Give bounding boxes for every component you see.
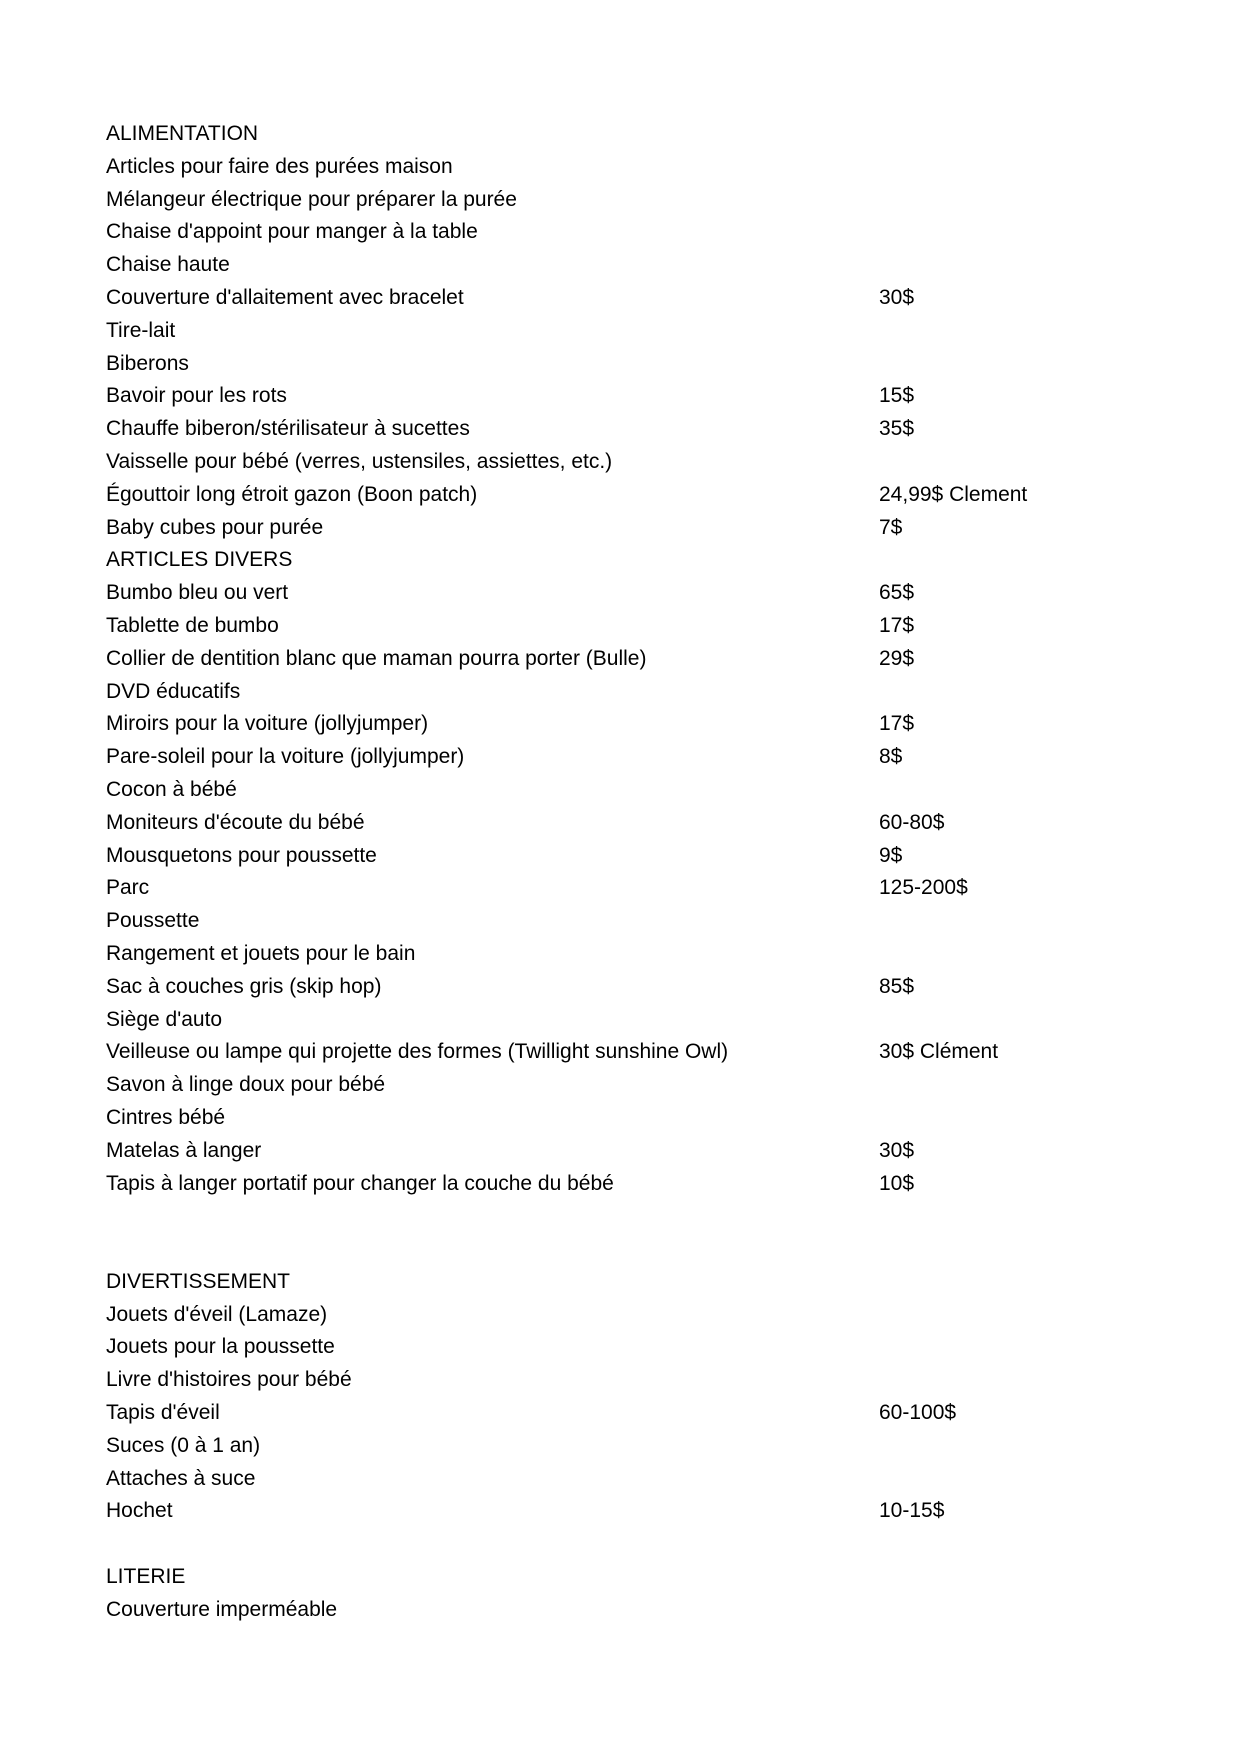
item-row [106, 1004, 1241, 1037]
item-row [106, 1463, 1241, 1496]
item-label: Miroirs pour la voiture (jollyjumper) [106, 712, 429, 736]
item-label: DVD éducatifs [106, 679, 241, 703]
item-row [106, 1594, 1241, 1627]
item-label: Siège d'auto [106, 1007, 223, 1031]
item-row [106, 1135, 1241, 1168]
item-price: 29$ [879, 646, 915, 670]
item-row [106, 1495, 1241, 1528]
item-price: 85$ [879, 974, 915, 998]
item-row [106, 741, 1241, 774]
item-label: Mélangeur électrique pour préparer la purée [106, 187, 517, 211]
item-row [106, 807, 1241, 840]
item-price: 60-100$ [879, 1401, 957, 1425]
item-label: Veilleuse ou lampe qui projette des formes (Twillight sunshine Owl) [106, 1040, 729, 1064]
item-label: Collier de dentition blanc que maman pourra porter (Bulle) [106, 646, 647, 670]
item-price: 17$ [879, 712, 915, 736]
item-row [106, 1299, 1241, 1332]
item-row [106, 610, 1241, 643]
item-row [106, 774, 1241, 807]
item-label: Tablette de bumbo [106, 613, 279, 637]
item-label: Couverture imperméable [106, 1597, 338, 1621]
item-label: Rangement et jouets pour le bain [106, 941, 416, 965]
item-label: Suces (0 à 1 an) [106, 1433, 261, 1457]
item-price: 9$ [879, 843, 903, 867]
item-row [106, 708, 1241, 741]
item-row [106, 1397, 1241, 1430]
item-price: 30$ Clément [879, 1040, 999, 1064]
item-row [106, 1102, 1241, 1135]
item-label: Bumbo bleu ou vert [106, 581, 289, 605]
section-title: LITERIE [106, 1565, 186, 1589]
item-label: Poussette [106, 909, 200, 933]
section-title: ARTICLES DIVERS [106, 548, 293, 572]
item-price: 30$ [879, 1138, 915, 1162]
item-row [106, 315, 1241, 348]
item-label: Mousquetons pour poussette [106, 843, 377, 867]
item-label: Tire-lait [106, 318, 176, 342]
section-title: ALIMENTATION [106, 122, 259, 145]
item-label: Baby cubes pour purée [106, 515, 324, 539]
blank-row [106, 1200, 1241, 1233]
item-label: Biberons [106, 351, 189, 375]
item-label: Égouttoir long étroit gazon (Boon patch) [106, 482, 478, 506]
item-price: 8$ [879, 745, 903, 769]
item-row [106, 840, 1241, 873]
item-label: Matelas à langer [106, 1138, 262, 1162]
item-label: Chaise haute [106, 253, 230, 277]
item-label: Couverture d'allaitement avec bracelet [106, 285, 464, 309]
item-row [106, 282, 1241, 315]
item-label: Cintres bébé [106, 1105, 226, 1129]
item-row [106, 512, 1241, 545]
item-row [106, 1430, 1241, 1463]
item-row [106, 643, 1241, 676]
item-price: 65$ [879, 581, 915, 605]
item-label: Cocon à bébé [106, 777, 237, 801]
item-row [106, 938, 1241, 971]
item-label: Jouets d'éveil (Lamaze) [106, 1302, 328, 1326]
item-row [106, 446, 1241, 479]
item-row [106, 905, 1241, 938]
item-label: Tapis à langer portatif pour changer la couche du bébé [106, 1171, 614, 1195]
item-row [106, 1364, 1241, 1397]
item-label: Chaise d'appoint pour manger à la table [106, 220, 478, 244]
item-price: 10$ [879, 1171, 915, 1195]
item-row [106, 216, 1241, 249]
item-price: 35$ [879, 417, 915, 441]
item-label: Attaches à suce [106, 1466, 256, 1490]
item-row [106, 971, 1241, 1004]
item-label: Vaisselle pour bébé (verres, ustensiles, assiettes, etc.) [106, 449, 613, 473]
item-label: Livre d'histoires pour bébé [106, 1368, 352, 1392]
item-row [106, 1168, 1241, 1201]
item-row [106, 676, 1241, 709]
item-row [106, 1069, 1241, 1102]
section-header-row [106, 544, 1241, 577]
item-row [106, 184, 1241, 217]
item-label: Chauffe biberon/stérilisateur à sucettes [106, 417, 470, 441]
item-label: Tapis d'éveil [106, 1401, 220, 1425]
item-price: 15$ [879, 384, 915, 408]
section-header-row [106, 1561, 1241, 1594]
price-list [106, 118, 1241, 1627]
item-row [106, 348, 1241, 381]
item-label: Bavoir pour les rots [106, 384, 287, 408]
item-label: Moniteurs d'écoute du bébé [106, 810, 365, 834]
item-label: Pare-soleil pour la voiture (jollyjumper) [106, 745, 465, 769]
item-row [106, 577, 1241, 610]
item-label: Articles pour faire des purées maison [106, 154, 453, 178]
item-row [106, 1331, 1241, 1364]
item-row [106, 479, 1241, 512]
section-title: DIVERTISSEMENT [106, 1269, 290, 1293]
item-price: 30$ [879, 285, 915, 309]
item-label: Parc [106, 876, 150, 900]
section-header-row [106, 1266, 1241, 1299]
item-price: 125-200$ [879, 876, 968, 900]
item-row [106, 151, 1241, 184]
item-label: Sac à couches gris (skip hop) [106, 974, 382, 998]
item-label: Hochet [106, 1499, 173, 1523]
item-row [106, 249, 1241, 282]
item-label: Jouets pour la poussette [106, 1335, 335, 1359]
item-row [106, 872, 1241, 905]
item-row [106, 413, 1241, 446]
item-price: 10-15$ [879, 1499, 945, 1523]
item-price: 17$ [879, 613, 915, 637]
blank-row [106, 1233, 1241, 1266]
blank-row [106, 1528, 1241, 1561]
item-price: 24,99$ Clement [879, 482, 1028, 506]
item-row [106, 1036, 1241, 1069]
item-price: 7$ [879, 515, 903, 539]
item-price: 60-80$ [879, 810, 945, 834]
section-header-row [106, 118, 1241, 151]
item-row [106, 380, 1241, 413]
item-label: Savon à linge doux pour bébé [106, 1073, 386, 1097]
